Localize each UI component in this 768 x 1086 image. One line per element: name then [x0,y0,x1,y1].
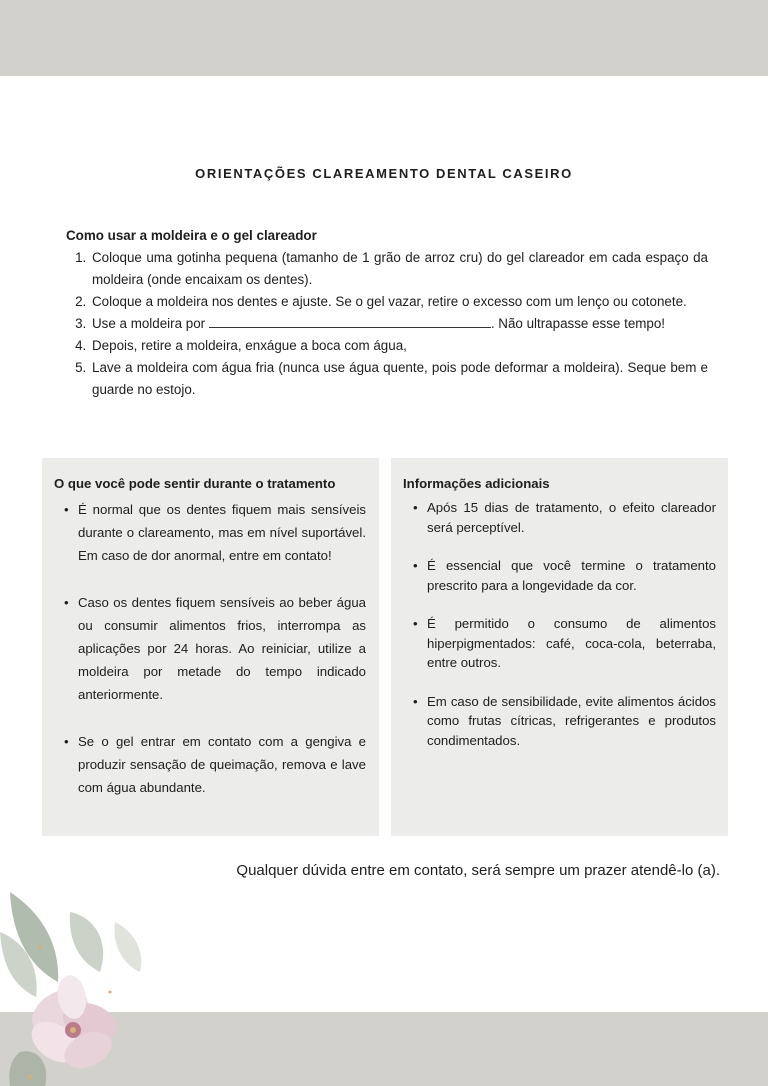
bullet-icon: • [413,693,418,709]
additional-heading: Informações adicionais [403,476,550,491]
bullet-icon: • [64,733,69,749]
list-item-text: Se o gel entrar em contato com a gengiva e produzir sensação de queimação, remova e lave com água abundante. [78,733,366,796]
feelings-list [62,498,366,822]
list-item-text: Após 15 dias de tratamento, o efeito clareador será perceptível. [427,500,716,535]
page-title: ORIENTAÇÕES CLAREAMENTO DENTAL CASEIRO [195,166,573,181]
list-item [411,614,716,673]
step-item: 1. Coloque uma gotinha pequena (tamanho de 1 grão de arroz cru) do gel clareador em cada espaço da moldeira (onde encaixam os dentes). [90,247,708,291]
step-item: 4. Depois, retire a moldeira, enxágue a boca com água, [90,335,708,357]
list-item [62,591,366,707]
list-item-text: É permitido o consumo de alimentos hiperpigmentados: café, coca-cola, beterraba, entre outros. [427,616,716,670]
closing-message: Qualquer dúvida entre em contato, será sempre um prazer atendê-lo (a). [236,862,720,879]
list-item-text: É normal que os dentes fiquem mais sensíveis durante o clareamento, mas em nível suportável. Em caso de dor anormal, entre em contato! [78,502,366,564]
how-to-heading: Como usar a moldeira e o gel clareador [66,228,317,243]
feelings-heading: O que você pode sentir durante o tratamento [54,476,336,491]
bullet-icon: • [413,616,418,631]
list-item [411,498,716,537]
bullet-icon: • [64,502,69,517]
how-to-section [66,228,708,401]
list-item [411,692,716,751]
list-item-text: Em caso de sensibilidade, evite alimentos ácidos como frutas cítricas, refrigerantes e produtos condimentados. [427,693,716,748]
step-item: 5. Lave a moldeira com água fria (nunca use água quente, pois pode deformar a moldeira). Seque bem e guarde no estojo. [90,357,708,401]
step-text: . Não ultrapasse esse tempo! [490,316,666,331]
floral-decoration-icon [0,872,150,1086]
step-item [90,313,708,335]
time-blank-line [209,315,491,328]
list-item [62,730,366,800]
top-band [0,0,768,76]
additional-list [411,498,716,769]
list-item [411,556,716,595]
list-item-text: É essencial que você termine o tratamento prescrito para a longevidade da cor. [427,558,716,593]
bullet-icon: • [413,558,418,573]
bullet-icon: • [64,594,69,610]
step-text: Use a moldeira por [92,316,209,331]
steps-list [66,247,708,401]
feelings-box [42,458,379,836]
list-item-text: Caso os dentes fiquem sensíveis ao beber água ou consumir alimentos frios, interrompa as aplicações por 24 horas. Ao reiniciar, utilize a moldeira por metade do tempo indicado anteriormente. [78,594,366,703]
additional-info-box [391,458,728,836]
list-item [62,498,366,568]
step-item: 2. Coloque a moldeira nos dentes e ajuste. Se o gel vazar, retire o excesso com um lenço ou cotonete. [90,291,708,313]
bullet-icon: • [413,500,418,515]
